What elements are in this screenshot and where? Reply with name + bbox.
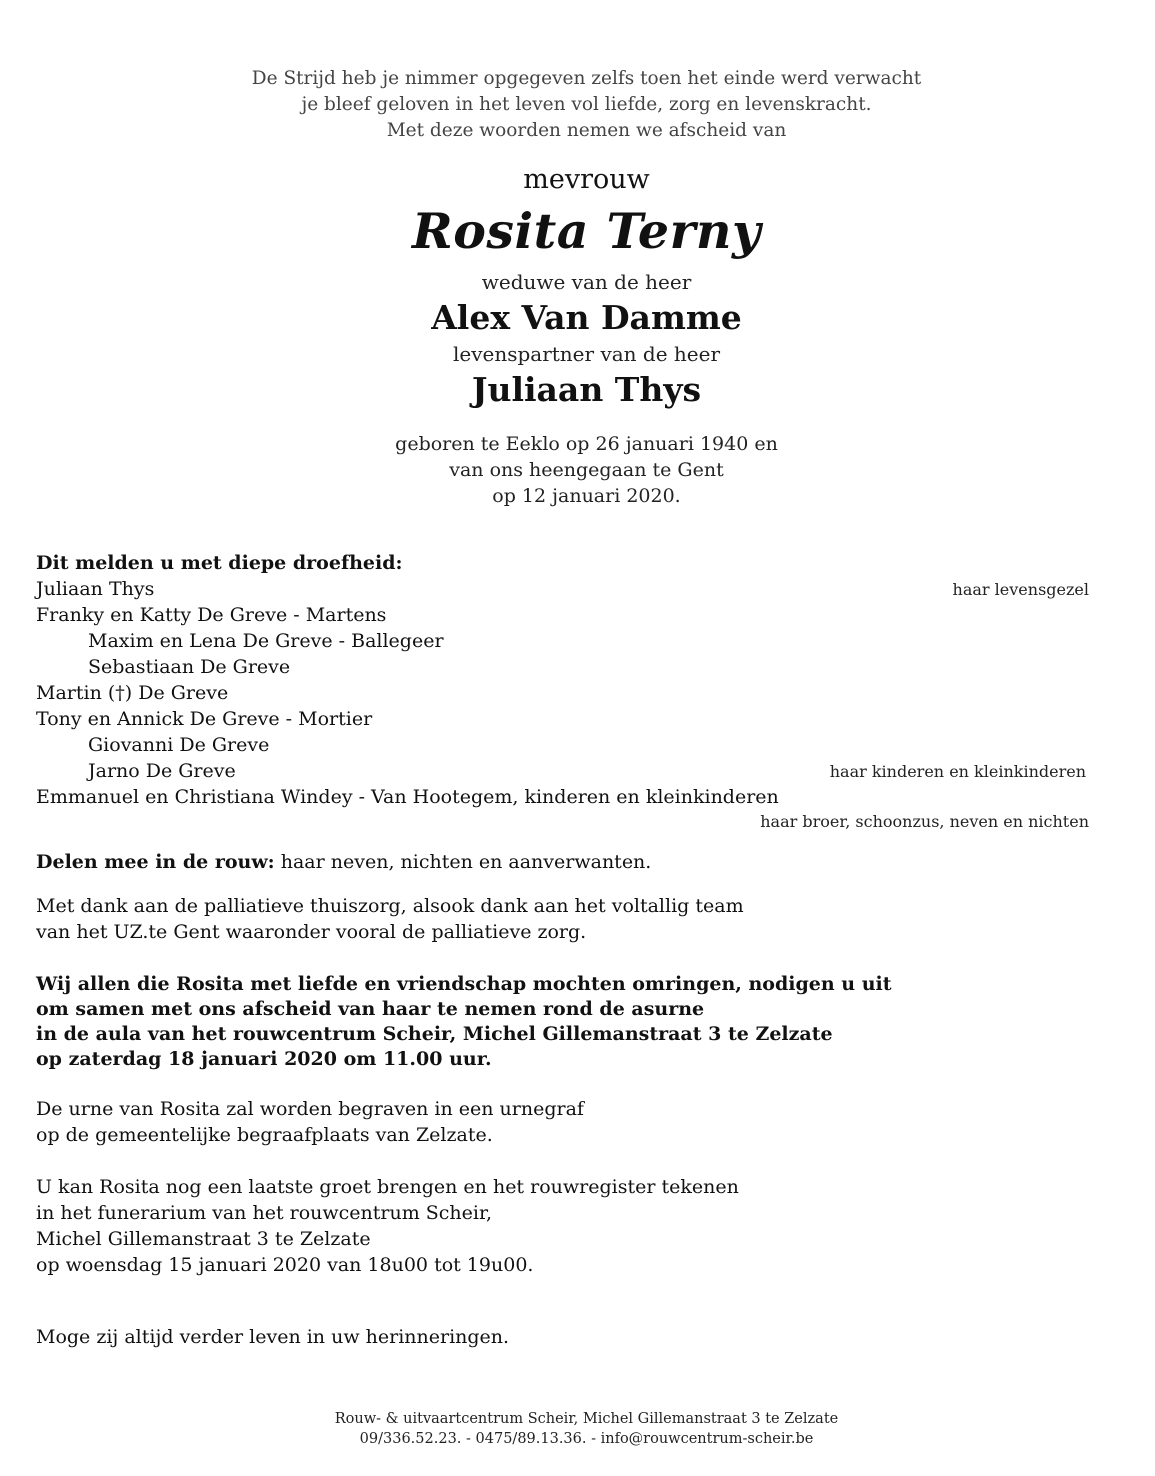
urn-line-1: De urne van Rosita zal worden begraven in een urnegraf: [36, 1098, 584, 1120]
partner-2-name: Juliaan Thys: [471, 370, 702, 409]
mourning-label: Delen mee in de rouw:: [36, 851, 275, 873]
footer-contact: 09/336.52.23. - 0475/89.13.36. - info@rouwcentrum-scheir.be: [359, 1431, 814, 1447]
invitation-line-2: om samen met ons afscheid van haar te nemen rond de asurne: [36, 998, 705, 1020]
family-line: Tony en Annick De Greve - Mortier: [36, 708, 373, 730]
mourning-text: haar neven, nichten en aanverwanten.: [274, 851, 652, 873]
family-heading: Dit melden u met diepe droefheid:: [36, 552, 403, 574]
deceased-name: Rosita Terny: [412, 202, 761, 260]
death-date-line: op 12 januari 2020.: [492, 485, 681, 507]
family-line: Jarno De Greve: [88, 760, 236, 782]
thanks-line-2: van het UZ.te Gent waaronder vooral de palliatieve zorg.: [36, 921, 587, 943]
family-line: Martin (†) De Greve: [36, 682, 229, 704]
visit-line-3: Michel Gillemanstraat 3 te Zelzate: [36, 1228, 371, 1250]
family-line: Giovanni De Greve: [88, 734, 270, 756]
family-line: Sebastiaan De Greve: [88, 656, 291, 678]
relation-2: levenspartner van de heer: [452, 342, 721, 366]
invitation-line-3: in de aula van het rouwcentrum Scheir, Michel Gillemanstraat 3 te Zelzate: [36, 1023, 833, 1045]
deceased-title: mevrouw: [523, 164, 650, 195]
poem-line-3: Met deze woorden nemen we afscheid van: [386, 120, 787, 141]
relation-1: weduwe van de heer: [481, 270, 692, 294]
family-line: Emmanuel en Christiana Windey - Van Hootegem, kinderen en kleinkinderen: [36, 786, 779, 808]
urn-line-2: op de gemeentelijke begraafplaats van Zelzate.: [36, 1124, 493, 1146]
poem-line-2: je bleef geloven in het leven vol liefde, zorg en levenskracht.: [301, 94, 872, 115]
visit-line-2: in het funerarium van het rouwcentrum Scheir,: [36, 1202, 493, 1224]
mourning-line: [36, 851, 651, 873]
thanks-line-1: Met dank aan de palliatieve thuiszorg, alsook dank aan het voltallig team: [36, 895, 744, 917]
visit-line-4: op woensdag 15 januari 2020 van 18u00 tot 19u00.: [36, 1254, 534, 1276]
closing-line: Moge zij altijd verder leven in uw herinneringen.: [36, 1326, 510, 1348]
family-line: Franky en Katty De Greve - Martens: [36, 604, 387, 626]
invitation-line-1: Wij allen die Rosita met liefde en vriendschap mochten omringen, nodigen u uit: [36, 973, 892, 995]
family-role: haar broer, schoonzus, neven en nichten: [760, 812, 1089, 831]
family-line: Maxim en Lena De Greve - Ballegeer: [88, 630, 444, 652]
family-line: Juliaan Thys: [36, 578, 155, 600]
death-line: van ons heengegaan te Gent: [449, 459, 724, 481]
family-role: haar levensgezel: [952, 580, 1089, 599]
poem-line-1: De Strijd heb je nimmer opgegeven zelfs toen het einde werd verwacht: [251, 68, 922, 89]
birth-line: geboren te Eeklo op 26 januari 1940 en: [395, 433, 778, 455]
partner-1-name: Alex Van Damme: [431, 298, 742, 337]
visit-line-1: U kan Rosita nog een laatste groet brengen en het rouwregister tekenen: [36, 1176, 739, 1198]
invitation-line-4: op zaterdag 18 januari 2020 om 11.00 uur.: [36, 1048, 492, 1070]
family-role: haar kinderen en kleinkinderen: [829, 762, 1086, 781]
footer-address: Rouw- & uitvaartcentrum Scheir, Michel Gillemanstraat 3 te Zelzate: [334, 1411, 839, 1427]
